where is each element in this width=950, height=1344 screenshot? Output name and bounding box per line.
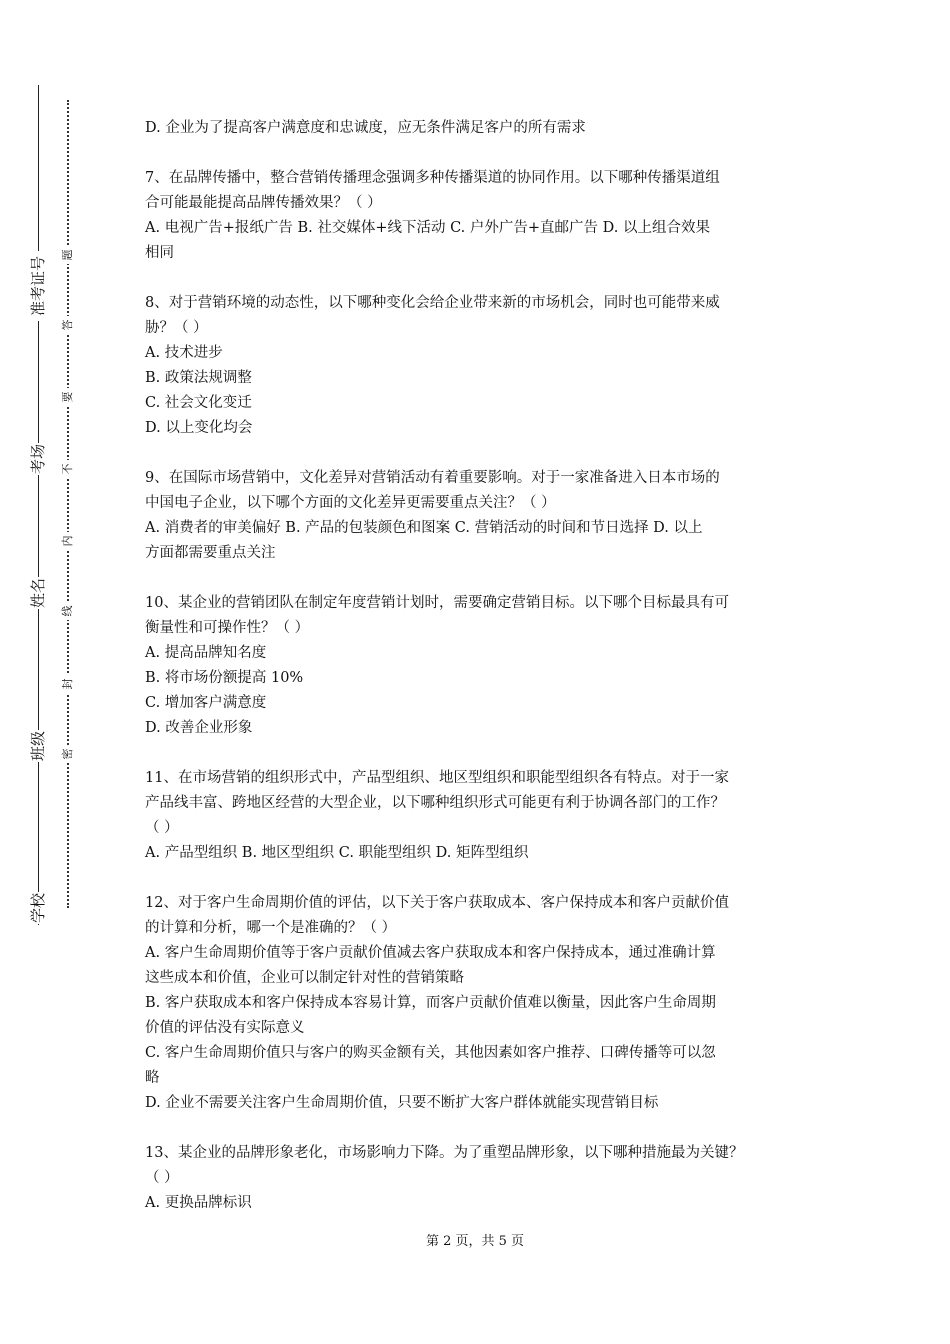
question-line: 10、某企业的营销团队在制定年度营销计划时，需要确定营销目标。以下哪个目标最具有可	[145, 595, 729, 611]
seal-char: 题	[59, 246, 77, 264]
question-line: 这些成本和价值，企业可以制定针对性的营销策略	[145, 970, 464, 986]
question-spacer	[145, 741, 825, 766]
question-line: 相同	[145, 245, 174, 261]
question-block	[145, 166, 825, 266]
question-line: （ ）	[145, 820, 179, 836]
binding-strip	[0, 0, 110, 1344]
question-line: A. 技术进步	[145, 345, 223, 361]
question-line: 中国电子企业，以下哪个方面的文化差异更需要重点关注？（ ）	[145, 495, 556, 511]
question-line: A. 提高品牌知名度	[145, 645, 267, 661]
binding-solid-line	[38, 85, 39, 925]
question-line: A. 消费者的审美偏好 B. 产品的包装颜色和图案 C. 营销活动的时间和节日选择 D. 以上	[145, 520, 703, 536]
question-line: C. 增加客户满意度	[145, 695, 267, 711]
question-line: A. 客户生命周期价值等于客户贡献价值减去客户获取成本和客户保持成本，通过准确计算	[145, 945, 716, 961]
question-list	[145, 116, 825, 1216]
binding-dotted-line	[67, 100, 69, 908]
seal-char: 要	[59, 388, 77, 406]
question-line: 12、对于客户生命周期价值的评估，以下关于客户获取成本、客户保持成本和客户贡献价值	[145, 895, 729, 911]
question-block	[145, 466, 825, 566]
question-line: D. 企业为了提高客户满意度和忠诚度，应无条件满足客户的所有需求	[145, 120, 586, 136]
label-class: 班级	[22, 730, 54, 762]
question-line: A. 更换品牌标识	[145, 1195, 252, 1211]
question-block	[145, 291, 825, 441]
question-line: 衡量性和可操作性？（ ）	[145, 620, 310, 636]
question-line: D. 改善企业形象	[145, 720, 253, 736]
question-line: 7、在品牌传播中，整合营销传播理念强调多种传播渠道的协同作用。以下哪种传播渠道组	[145, 170, 720, 186]
question-spacer	[145, 441, 825, 466]
label-exam-room: 考场	[22, 443, 54, 475]
question-line: B. 政策法规调整	[145, 370, 252, 386]
label-school: 学校	[22, 892, 54, 924]
question-line: C. 客户生命周期价值只与客户的购买金额有关，其他因素如客户推荐、口碑传播等可以忽	[145, 1045, 716, 1061]
question-line: A. 电视广告+报纸广告 B. 社交媒体+线下活动 C. 户外广告+直邮广告 D. 以上组合效果	[145, 220, 710, 236]
label-name: 姓名	[22, 577, 54, 609]
question-spacer	[145, 266, 825, 291]
question-line: 产品线丰富、跨地区经营的大型企业，以下哪种组织形式可能更有利于协调各部门的工作？	[145, 795, 725, 811]
seal-char: 线	[59, 602, 77, 620]
question-line: B. 客户获取成本和客户保持成本容易计算，而客户贡献价值难以衡量，因此客户生命周期	[145, 995, 716, 1011]
question-line: D. 以上变化均会	[145, 420, 253, 436]
question-block	[145, 591, 825, 741]
question-spacer	[145, 141, 825, 166]
seal-char: 封	[59, 675, 77, 693]
question-line: 8、对于营销环境的动态性，以下哪种变化会给企业带来新的市场机会，同时也可能带来威	[145, 295, 720, 311]
question-line: 9、在国际市场营销中，文化差异对营销活动有着重要影响。对于一家准备进入日本市场的	[145, 470, 720, 486]
question-line: C. 社会文化变迁	[145, 395, 252, 411]
question-line: 合可能最能提高品牌传播效果？（ ）	[145, 195, 382, 211]
question-line: D. 企业不需要关注客户生命周期价值，只要不断扩大客户群体就能实现营销目标	[145, 1095, 659, 1111]
page-footer: 第 2 页，共 5 页	[425, 1234, 525, 1249]
question-line: 11、在市场营销的组织形式中，产品型组织、地区型组织和职能型组织各有特点。对于一家	[145, 770, 729, 786]
seal-char: 内	[59, 532, 77, 550]
question-line: （ ）	[145, 1170, 179, 1186]
question-block	[145, 1141, 825, 1216]
question-spacer	[145, 1116, 825, 1141]
question-line: 价值的评估没有实际意义	[145, 1020, 305, 1036]
question-line: 胁？（ ）	[145, 320, 208, 336]
seal-char: 答	[59, 316, 77, 334]
question-line: 方面都需要重点关注	[145, 545, 276, 561]
question-block	[145, 766, 825, 866]
question-line: 略	[145, 1070, 160, 1086]
question-block	[145, 116, 825, 141]
question-block	[145, 891, 825, 1116]
question-spacer	[145, 866, 825, 891]
question-line: 的计算和分析，哪一个是准确的？（ ）	[145, 920, 397, 936]
seal-char: 密	[59, 745, 77, 763]
question-line: A. 产品型组织 B. 地区型组织 C. 职能型组织 D. 矩阵型组织	[145, 845, 529, 861]
label-exam-number: 准考证号	[22, 251, 54, 321]
question-line: B. 将市场份额提高 10%	[145, 670, 304, 686]
seal-char: 不	[59, 460, 77, 478]
question-spacer	[145, 566, 825, 591]
question-line: 13、某企业的品牌形象老化，市场影响力下降。为了重塑品牌形象，以下哪种措施最为关键？	[145, 1145, 744, 1161]
